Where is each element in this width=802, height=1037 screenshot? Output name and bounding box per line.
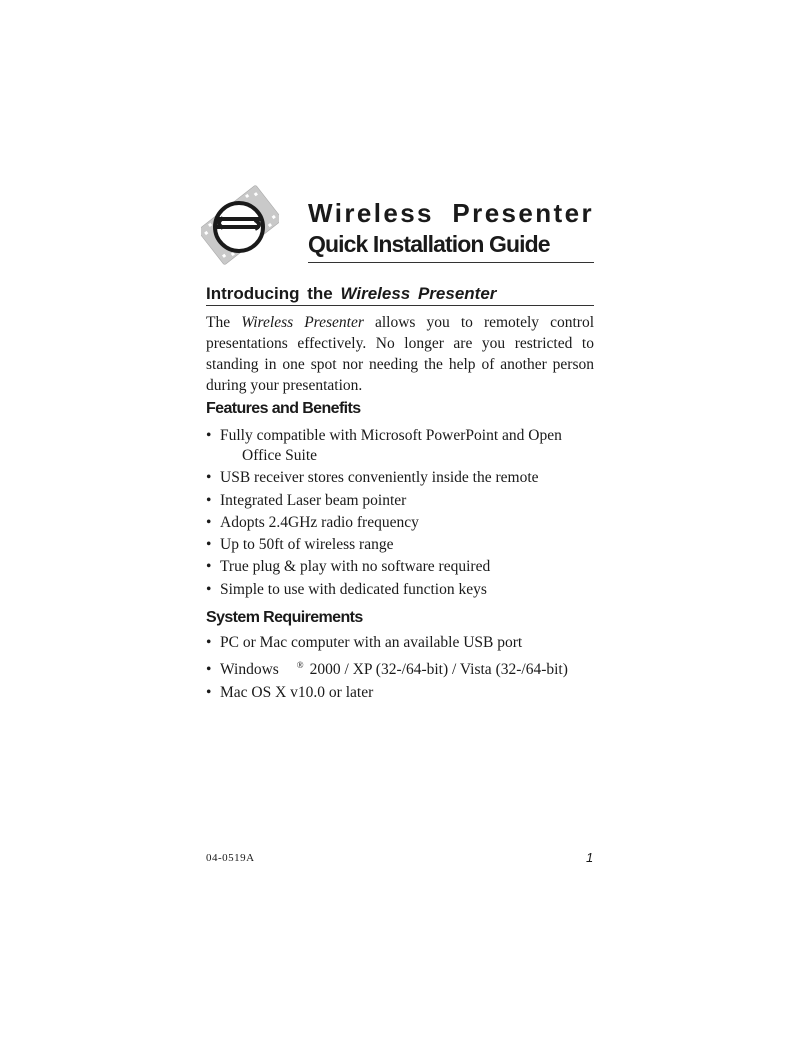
intro-heading [206, 283, 594, 305]
list-item: • Integrated Laser beam pointer [206, 491, 407, 509]
intro-para-start: The [206, 314, 231, 331]
list-item: • True plug & play with no software required [206, 558, 491, 576]
list-item: • Simple to use with dedicated function keys [206, 580, 487, 598]
list-item: • Windows ® 2000 / XP (32-/64-bit) / Vista (32-/64-bit) [206, 660, 568, 679]
document-code: 04-0519A [206, 852, 255, 864]
features-heading: Features and Benefits [206, 400, 361, 417]
intro-divider [206, 305, 594, 306]
list-item: • Fully compatible with Microsoft PowerPoint and Open Office Suite [206, 427, 562, 464]
list-item: • Mac OS X v10.0 or later [206, 683, 374, 701]
features-list [206, 426, 594, 602]
registered-mark: ® [296, 660, 304, 671]
list-item: • Adopts 2.4GHz radio frequency [206, 513, 419, 531]
intro-para-rest: allows you to remotely control presentations effectively. No longer are you restricted to standing in one spot nor needing the help of another person during your presentation. [206, 314, 595, 394]
requirements-list [206, 633, 594, 705]
page-number: 1 [586, 850, 594, 865]
company-logo [201, 185, 279, 265]
list-item: • Up to 50ft of wireless range [206, 536, 394, 554]
intro-para-product: Wireless Presenter [241, 314, 364, 331]
intro-heading-product: Wireless Presenter [340, 284, 497, 303]
intro-paragraph [206, 312, 594, 396]
list-item: • PC or Mac computer with an available USB port [206, 634, 523, 651]
document-subtitle: Quick Installation Guide [308, 231, 550, 257]
list-item: • USB receiver stores conveniently inside the remote [206, 469, 539, 487]
requirements-heading: System Requirements [206, 609, 363, 626]
intro-heading-prefix: Introducing the [206, 284, 333, 303]
title-divider [308, 262, 594, 263]
document-title: Wireless Presenter [308, 198, 594, 228]
